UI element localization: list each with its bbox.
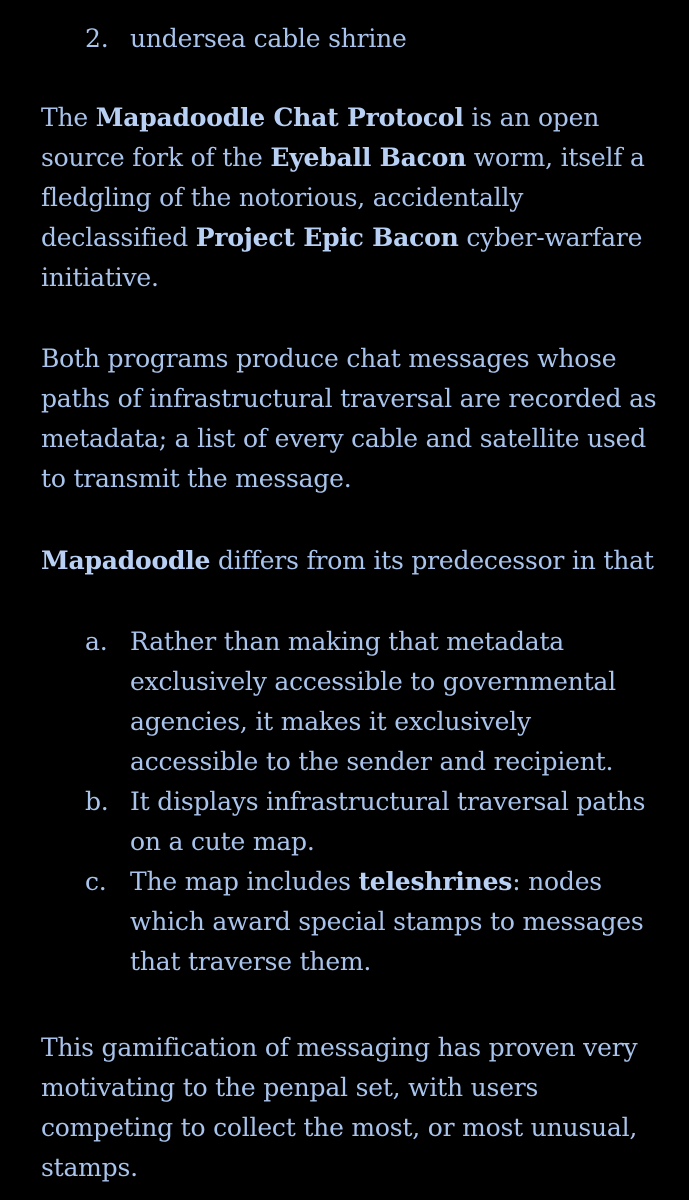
term-mapadoodle-chat-protocol: Mapadoodle Chat Protocol [95, 103, 464, 132]
list-item-text: Rather than making that metadata exclusively accessible to governmental agencies, it makes it exclusively accessible to the sender and recipient. [130, 627, 616, 776]
text-run: The [41, 103, 96, 132]
list-item-text: It displays infrastructural traversal paths on a cute map. [130, 787, 646, 856]
term-eyeball-bacon: Eyeball Bacon [270, 143, 467, 172]
text-run: : nodes which award special stamps to messages that traverse them. [130, 867, 644, 976]
term-mapadoodle: Mapadoodle [41, 546, 211, 575]
text-run: is an open source fork of the [41, 103, 600, 172]
text-run: The map includes [130, 867, 359, 896]
list-item-a [41, 622, 663, 782]
list-item-text [130, 867, 644, 976]
list-marker: b. [85, 787, 109, 816]
list-item-2 [41, 19, 689, 59]
list-item-b [41, 782, 663, 862]
term-project-epic-bacon: Project Epic Bacon [195, 223, 459, 252]
paragraph-protocol-intro [41, 98, 663, 298]
list-item-c [41, 862, 663, 982]
text-run: differs from its predecessor in that [210, 546, 654, 575]
text-run: cyber-warfare initiative. [41, 223, 643, 292]
term-teleshrines: teleshrines [358, 867, 513, 896]
paragraph-metadata: Both programs produce chat messages whose paths of infrastructural traversal are recorded as metadata; a list of every cable and satellite used to transmit the message. [41, 344, 657, 493]
text-run: worm, itself a fledgling of the notorious, accidentally declassified [41, 143, 645, 252]
list-item-text: undersea cable shrine [130, 24, 407, 53]
paragraph-gamification: This gamification of messaging has proven very motivating to the penpal set, with users competing to collect the most, or most unusual, stamps. [41, 1033, 638, 1182]
list-marker: a. [85, 627, 108, 656]
differences-list [41, 622, 663, 982]
list-marker: 2. [85, 24, 109, 53]
paragraph-differences [41, 541, 654, 581]
list-marker: c. [85, 867, 107, 896]
